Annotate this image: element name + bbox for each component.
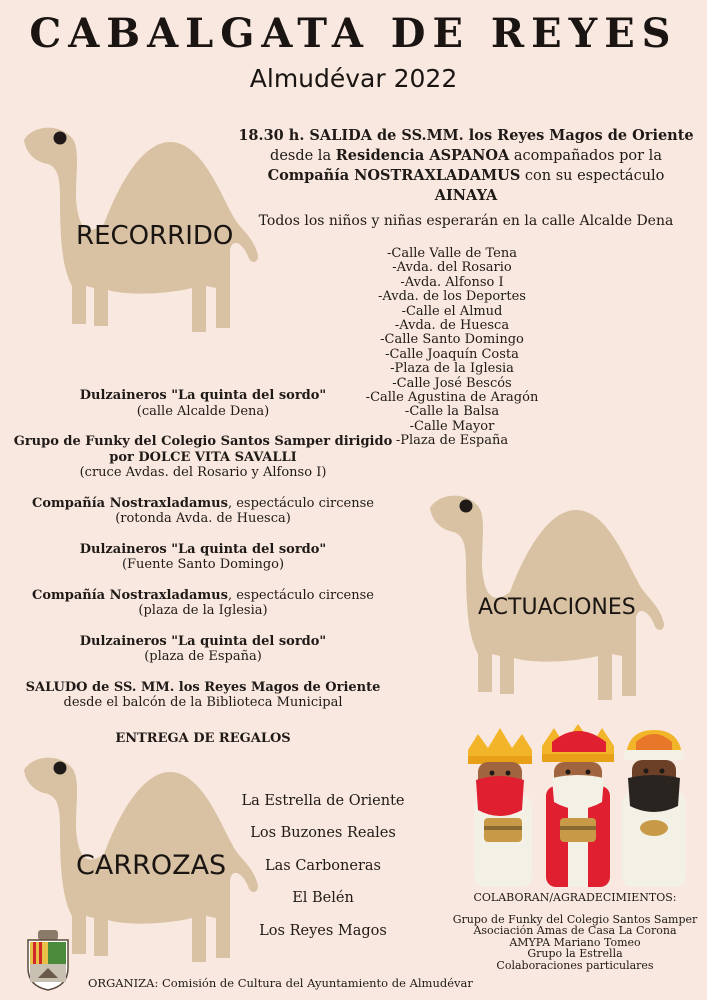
poster-title: CABALGATA DE REYES [29,10,678,57]
route-item: -Calle Santo Domingo [380,332,524,348]
town-crest-icon [24,928,72,992]
organiza-text: ORGANIZA: Comisión de Cultura del Ayuntamiento de Almudévar [88,976,473,990]
collab-item: Colaboraciones particulares [496,958,654,972]
act-desc: , espectáculo circense [227,587,374,603]
intro-line-1: 18.30 h. SALIDA de SS.MM. los Reyes Magos de Oriente [238,127,694,144]
act-place: (calle Alcalde Dena) [136,403,270,419]
act-desc: , espectáculo circense [227,495,374,511]
act-item [6,588,400,619]
intro-line-4: AINAYA [434,187,498,204]
route-item: -Plaza de la Iglesia [390,361,514,377]
collab-item: Grupo de Funky del Colegio Santos Samper [452,913,698,926]
float-item: Las Carboneras [265,857,381,874]
floats-list [223,785,423,947]
section-label-recorrido: RECORRIDO [76,221,234,251]
act-item [6,680,400,711]
route-item: -Avda. del Rosario [392,260,512,276]
route-item: -Calle Agustina de Aragón [365,390,539,406]
intro-text [236,126,696,206]
collab-item: Grupo la Estrella [527,947,623,961]
three-kings-icon [460,722,705,887]
route-item: -Plaza de España [395,433,509,449]
section-label-carrozas: CARROZAS [76,850,227,881]
act-place: (cruce Avdas. del Rosario y Alfonso I) [79,465,327,480]
act-place: (plaza de la Iglesia) [138,603,268,618]
act-place: desde el balcón de la Biblioteca Municipal [63,695,343,710]
act-place: (plaza de España) [144,649,262,664]
act-item [6,434,400,481]
collab-item: AMYPA Mariano Tomeo [509,935,641,949]
route-item: -Avda. Alfonso I [400,274,504,290]
route-item: -Calle Joaquín Costa [385,346,519,362]
route-item: -Calle Valle de Tena [387,246,517,261]
intro-line-3-bold: Compañía NOSTRAXLADAMUS [267,167,521,184]
route-item: -Avda. de Huesca [394,318,510,334]
intro-line-2-bold: Residencia ASPANOA [335,147,510,164]
float-item: Los Buzones Reales [250,825,396,842]
act-place: (rotonda Avda. de Huesca) [115,511,291,526]
float-item: Los Reyes Magos [259,922,387,939]
float-item: La Estrella de Oriente [241,793,405,809]
act-title: Grupo de Funky del Colegio Santos Samper dirigido por DOLCE VITA SAVALLI [13,434,393,465]
act-title: Dulzaineros "La quinta del sordo" [79,388,327,403]
acts-list [6,388,400,726]
route-item: -Calle José Bescós [392,375,512,391]
intro-line-3-post: con su espectáculo [520,168,665,184]
intro-line-2-post: acompañados por la [509,148,662,164]
route-item: -Avda. de los Deportes [378,289,526,305]
act-title: Compañía Nostraxladamus [32,495,228,511]
poster-subtitle: Almudévar 2022 [249,64,458,93]
collab-list [440,914,707,971]
act-item [6,634,400,665]
act-title: Dulzaineros "La quinta del sordo" [79,541,327,557]
section-label-actuaciones: ACTUACIONES [478,595,636,620]
act-title: SALUDO de SS. MM. los Reyes Magos de Oriente [25,679,381,695]
route-item: -Calle Mayor [409,418,495,434]
route-item: -Calle el Almud [401,303,503,319]
act-place: (Fuente Santo Domingo) [121,557,285,572]
act-item [6,496,400,527]
route-item: -Calle la Balsa [404,404,500,420]
wait-text: Todos los niños y niñas esperarán en la calle Alcalde Dena [258,213,674,229]
collab-title: COLABORAN/AGRADECIMIENTOS: [473,891,677,904]
float-item: El Belén [292,890,354,907]
intro-line-2-pre: desde la [270,148,336,164]
act-item [6,542,400,573]
act-item [6,388,400,419]
act-title: Dulzaineros "La quinta del sordo" [79,633,327,649]
act-title: Compañía Nostraxladamus [32,587,228,603]
collab-item: Asociación Amas de Casa La Corona [473,924,677,938]
gifts-text: ENTREGA DE REGALOS [115,731,291,746]
